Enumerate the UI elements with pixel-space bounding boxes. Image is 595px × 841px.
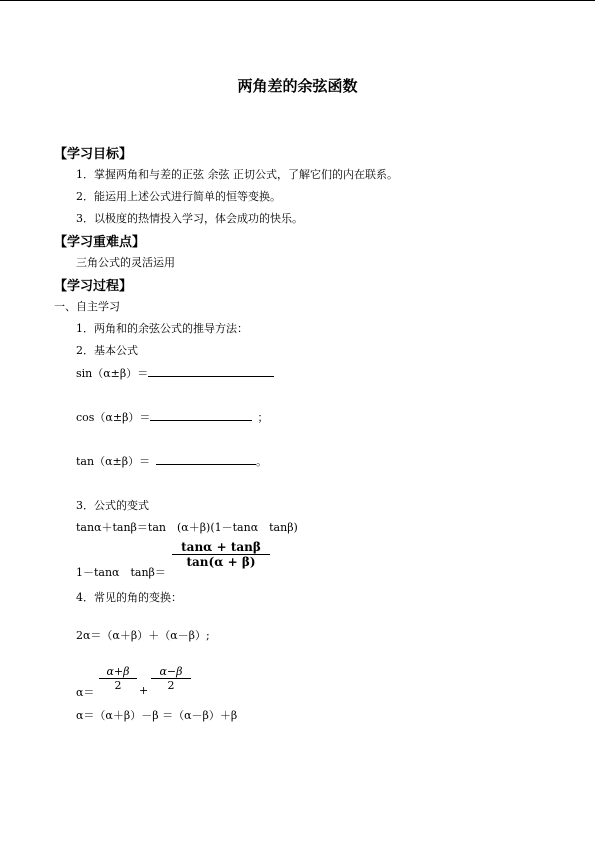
process-item-1: 1．两角和的余弦公式的推导方法： — [76, 322, 248, 335]
angle-transform-3: α＝（α＋β）－β ＝（α－β）＋β — [76, 709, 238, 722]
tan-formula-line — [76, 453, 267, 469]
tan-formula-suffix: 。 — [256, 455, 268, 468]
goals-heading: 【学习目标】 — [54, 147, 133, 162]
process-heading: 【学习过程】 — [54, 279, 133, 294]
angle-transform-1: 2α＝（α＋β）＋（α－β）; — [76, 629, 210, 642]
variant-formula-1: tanα＋tanβ＝tan (α＋β)(1－tanα tanβ) — [76, 521, 298, 534]
cos-answer-blank[interactable] — [150, 410, 252, 421]
keypoints-text: 三角公式的灵活运用 — [76, 256, 175, 269]
angle-fraction-1 — [99, 665, 137, 692]
variant-formula-2-lhs: 1－tanα tanβ＝ — [76, 566, 166, 579]
page-title: 两角差的余弦函数 — [237, 77, 358, 95]
process-item-3: 3．公式的变式 — [76, 499, 149, 512]
goal-item-1: 1．掌握两角和与差的正弦 余弦 正切公式，了解它们的内在联系。 — [76, 168, 398, 181]
cos-formula-label: cos（α±β）＝ — [76, 411, 151, 424]
cos-formula-line — [76, 409, 268, 425]
tan-answer-blank[interactable] — [156, 454, 256, 465]
goal-item-3: 3．以极度的热情投入学习，体会成功的快乐。 — [76, 212, 303, 225]
angle-fraction-1-denominator: 2 — [114, 679, 122, 692]
angle-fraction-1-numerator: α+β — [106, 665, 130, 678]
keypoints-heading: 【学习重难点】 — [54, 235, 146, 250]
variant-fraction-numerator: tanα + tanβ — [181, 540, 261, 554]
cos-formula-suffix: ； — [257, 411, 269, 424]
variant-fraction-denominator: tan(α + β) — [186, 555, 256, 569]
process-item-4: 4．常见的角的变换： — [76, 591, 182, 604]
angle-transform-2-lhs: α＝ — [76, 686, 95, 699]
sin-answer-blank[interactable] — [148, 366, 274, 377]
variant-formula-2-fraction — [172, 540, 270, 569]
angle-fraction-2-denominator: 2 — [167, 679, 175, 692]
angle-fraction-2 — [151, 665, 191, 692]
angle-fraction-2-numerator: α−β — [159, 665, 183, 678]
tan-formula-label: tan（α±β）＝ — [76, 455, 151, 468]
sin-formula-line — [76, 365, 274, 381]
goal-item-2: 2．能运用上述公式进行简单的恒等变换。 — [76, 190, 281, 203]
angle-transform-2-plus: + — [139, 684, 149, 697]
part-1-label: 一、自主学习 — [54, 300, 120, 313]
sin-formula-label: sin（α±β）＝ — [76, 367, 149, 380]
process-item-2: 2．基本公式 — [76, 344, 138, 357]
